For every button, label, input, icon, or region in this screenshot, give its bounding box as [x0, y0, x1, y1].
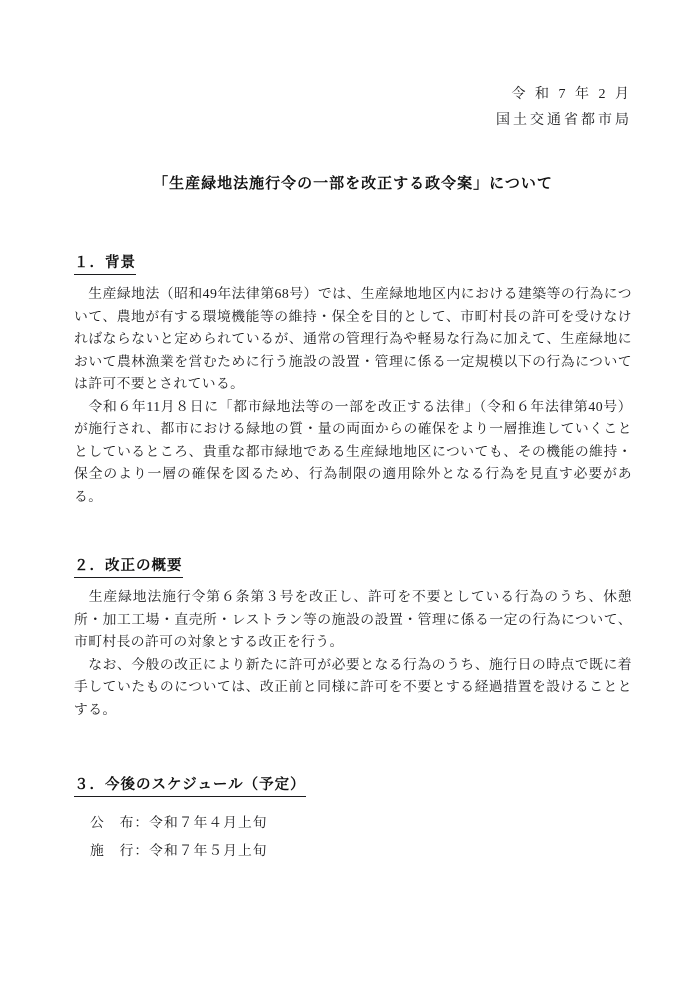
section-revision-summary — [74, 554, 632, 721]
organization-line: 国土交通省都市局 — [496, 113, 632, 128]
background-paragraph-1: 生産緑地法（昭和49年法律第68号）では、生産緑地地区内における建築等の行為について、農地が有する環境機能等の維持・保全を目的として、市町村長の許可を受けなければならないと定められているが、通常の管理行為や軽易な行為に加えて、生産緑地において農林漁業を営むために行う施設の設置・管理に係る一定規模以下の行為については許可不要とされている。 — [74, 286, 632, 391]
schedule-list — [74, 809, 632, 865]
section-schedule-heading: ３．今後のスケジュール（予定） — [74, 773, 306, 797]
date-line: 令 和 7 年 2 月 — [511, 87, 632, 102]
document-header — [74, 82, 632, 134]
section-schedule — [74, 773, 632, 865]
section-background — [74, 251, 632, 508]
revision-paragraph-1: 生産緑地法施行令第６条第３号を改正し、許可を不要としている行為のうち、休憩所・加工工場・直売所・レストラン等の施設の設置・管理に係る一定の行為について、市町村長の許可の対象とする改正を行う。 — [74, 589, 632, 649]
revision-paragraph-2: なお、今般の改正により新たに許可が必要となる行為のうち、施行日の時点で既に着手していたものについては、改正前と同様に許可を不要とする経過措置を設けることとする。 — [74, 656, 632, 717]
schedule-enforcement: 施 行：令和７年５月上旬 — [90, 843, 268, 858]
schedule-promulgation: 公 布：令和７年４月上旬 — [90, 815, 268, 830]
background-paragraph-2: 令和６年11月８日に「都市緑地法等の一部を改正する法律」（令和６年法律第40号）が施行され、都市における緑地の質・量の両面からの確保をより一層推進していくこととしているところ、貴重な都市緑地である生産緑地地区についても、その機能の維持・保全のより一層の確保を図るため、行為制限の適用除外となる行為を見直す必要がある。 — [74, 398, 632, 504]
section-revision-summary-heading: ２．改正の概要 — [74, 554, 183, 578]
document-title: 「生産緑地法施行令の一部を改正する政令案」について — [153, 176, 553, 192]
section-background-heading: １．背景 — [74, 251, 136, 275]
